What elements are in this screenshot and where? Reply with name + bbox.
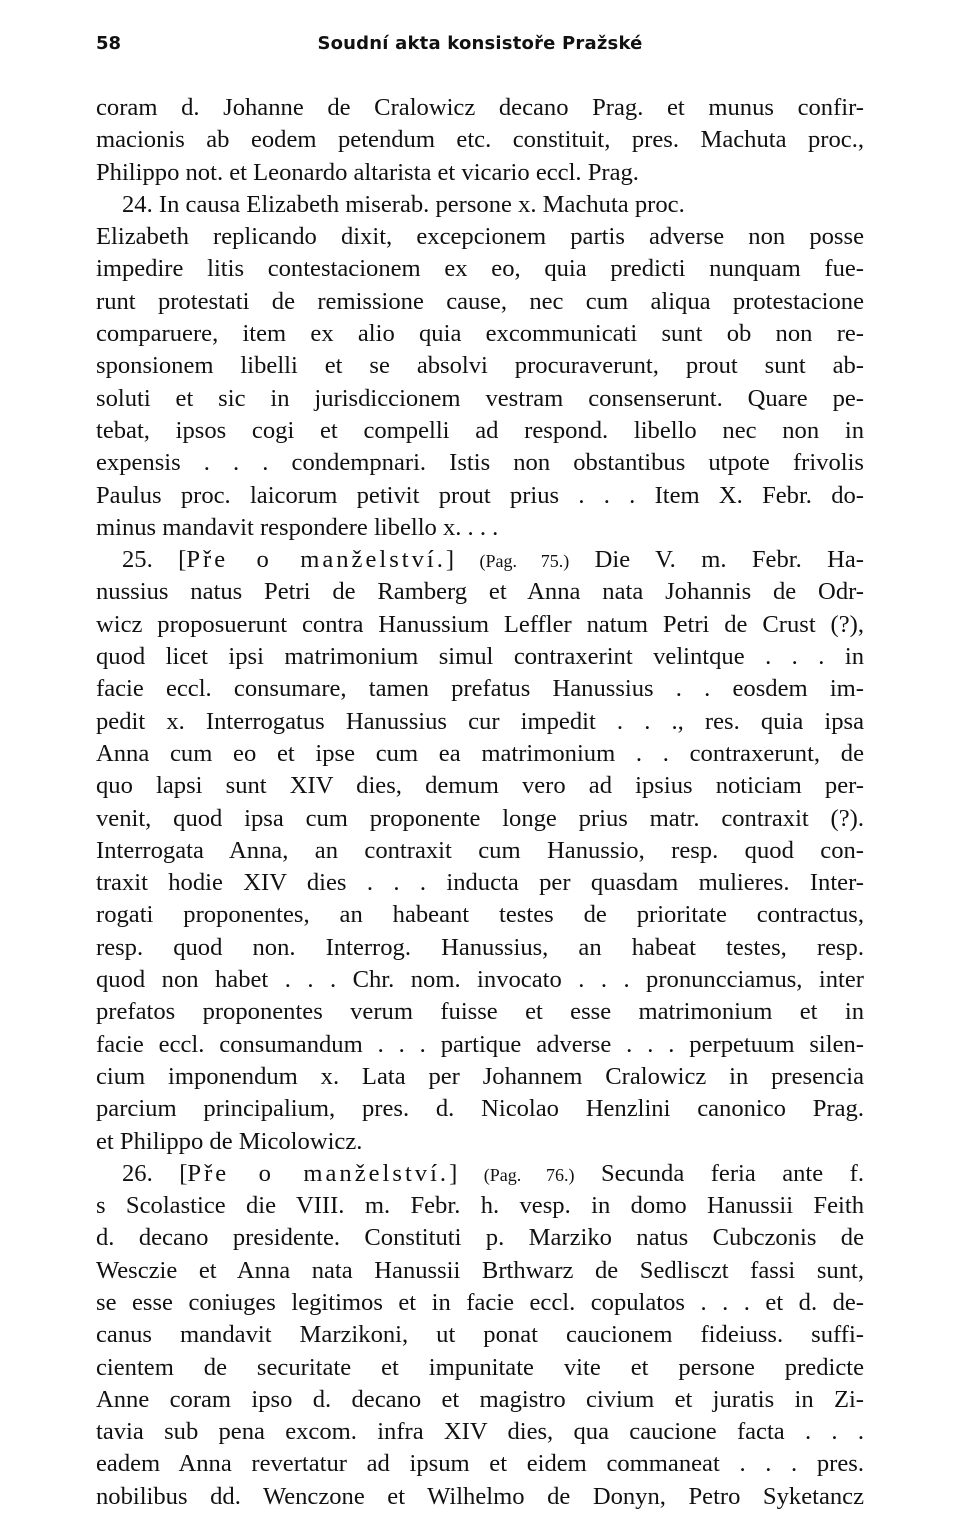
text-line: parcium principalium, pres. d. Nicolao Henzlini canonico Prag. xyxy=(96,1095,864,1123)
text-line: Anne coram ipso d. decano et magistro civium et juratis in Zi- xyxy=(96,1385,864,1413)
text-line: sponsionem libelli et se absolvi procuraverunt, prout sunt ab- xyxy=(96,352,864,380)
text-line: Wesczie et Anna nata Hanussii Brthwarz de Sedlisczt fassi sunt, xyxy=(96,1256,864,1284)
text-line: comparuere, item ex alio quia excommunicati sunt ob non re- xyxy=(96,320,864,348)
text-line: quo lapsi sunt XIV dies, demum vero ad ipsius noticiam per- xyxy=(96,772,864,800)
text-line: Philippo not. et Leonardo altarista et vicario eccl. Prag. xyxy=(96,158,639,186)
text-segment: Die V. m. Febr. Ha- xyxy=(569,546,864,574)
spaced-heading: Pře o manželství. xyxy=(186,546,446,574)
text-line: soluti et sic in jurisdiccionem vestram consenserunt. Quare pe- xyxy=(96,384,864,412)
text-line: et Philippo de Micolowicz. xyxy=(96,1127,363,1155)
text-segment: Secunda feria ante f. xyxy=(574,1159,864,1187)
text-line: tebat, ipsos cogi et compelli ad respond. libello nec non in xyxy=(96,416,864,444)
text-line: eadem Anna revertatur ad ipsum et eidem commaneat . . . pres. xyxy=(96,1450,864,1478)
text-line: nussius natus Petri de Ramberg et Anna nata Johannis de Odr- xyxy=(96,578,864,606)
text-line: minus mandavit respondere libello x. . . . xyxy=(96,513,499,541)
text-line: quod non habet . . . Chr. nom. invocato . . . pronuncciamus, inter xyxy=(96,966,864,994)
text-segment: ] xyxy=(445,546,480,574)
text-line: rogati proponentes, an habeant testes de prioritate contractus, xyxy=(96,901,864,929)
text-line: impedire litis contestacionem ex eo, quia predicti nunquam fue- xyxy=(96,255,864,283)
text-line: d. decano presidente. Constituti p. Marziko natus Cubczonis de xyxy=(96,1224,864,1252)
spaced-heading: Pře o manželství. xyxy=(187,1159,450,1187)
text-segment: ] xyxy=(449,1159,484,1187)
text-line: 24. In causa Elizabeth miserab. persone x. Machuta proc. xyxy=(122,190,685,218)
text-line xyxy=(96,544,864,576)
text-line: canus mandavit Marzikoni, ut ponat caucionem fideiuss. suffi- xyxy=(96,1321,864,1349)
text-line: Elizabeth replicando dixit, excepcionem partis adverse non posse xyxy=(96,223,864,251)
text-line: s Scolastice die VIII. m. Febr. h. vesp. in domo Hanussii Feith xyxy=(96,1192,864,1220)
text-line: runt protestati de remissione cause, nec cum aliqua protestacione xyxy=(96,287,864,315)
running-title: Soudní akta konsistoře Pražské xyxy=(317,33,643,54)
text-line: wicz proposuerunt contra Hanussium Leffler natum Petri de Crust (?), xyxy=(96,610,864,638)
text-line: Paulus proc. laicorum petivit prout prius . . . Item X. Febr. do- xyxy=(96,481,864,509)
page-reference: (Pag. 75.) xyxy=(479,551,570,572)
text-line: pedit x. Interrogatus Hanussius cur impedit . . ., res. quia ipsa xyxy=(96,707,864,735)
text-line: macionis ab eodem petendum etc. constituit, pres. Machuta proc., xyxy=(96,126,864,154)
text-line: prefatos proponentes verum fuisse et esse matrimonium et in xyxy=(96,998,864,1026)
text-segment: 25. [ xyxy=(122,546,187,574)
text-line: nobilibus dd. Wenczone et Wilhelmo de Donyn, Petro Syketancz xyxy=(96,1482,864,1510)
text-line: coram d. Johanne de Cralowicz decano Prag. et munus confir- xyxy=(96,94,864,121)
text-line: se esse coniuges legitimos et in facie eccl. copulatos . . . et d. de- xyxy=(96,1288,864,1316)
text-line: venit, quod ipsa cum proponente longe prius matr. contraxit (?). xyxy=(96,804,864,832)
text-line: tavia sub pena excom. infra XIV dies, qua caucione facta . . . xyxy=(96,1418,864,1446)
text-line: facie eccl. consumandum . . . partique adverse . . . perpetuum silen- xyxy=(96,1030,864,1058)
text-segment: 26. [ xyxy=(122,1159,188,1187)
text-line: traxit hodie XIV dies . . . inducta per quasdam mulieres. Inter- xyxy=(96,869,864,897)
text-line: cientem de securitate et impunitate vite et persone predicte xyxy=(96,1353,864,1381)
text-line: cium imponendum x. Lata per Johannem Cralowicz in presencia xyxy=(96,1062,864,1090)
text-line: Anna cum eo et ipse cum ea matrimonium . . contraxerunt, de xyxy=(96,739,864,767)
text-line: resp. quod non. Interrog. Hanussius, an habeat testes, resp. xyxy=(96,933,864,961)
text-line xyxy=(96,1158,864,1190)
body-text xyxy=(96,92,864,1513)
text-line: facie eccl. consumare, tamen prefatus Hanussius . . eosdem im- xyxy=(96,675,864,703)
page-reference: (Pag. 76.) xyxy=(483,1164,575,1185)
text-line: quod licet ipsi matrimonium simul contraxerint velintque . . . in xyxy=(96,643,864,671)
text-line: Interrogata Anna, an contraxit cum Hanussio, resp. quod con- xyxy=(96,836,864,864)
page-number: 58 xyxy=(96,33,122,54)
text-line: expensis . . . condempnari. Istis non obstantibus utpote frivolis xyxy=(96,449,864,477)
page-header xyxy=(96,33,864,59)
